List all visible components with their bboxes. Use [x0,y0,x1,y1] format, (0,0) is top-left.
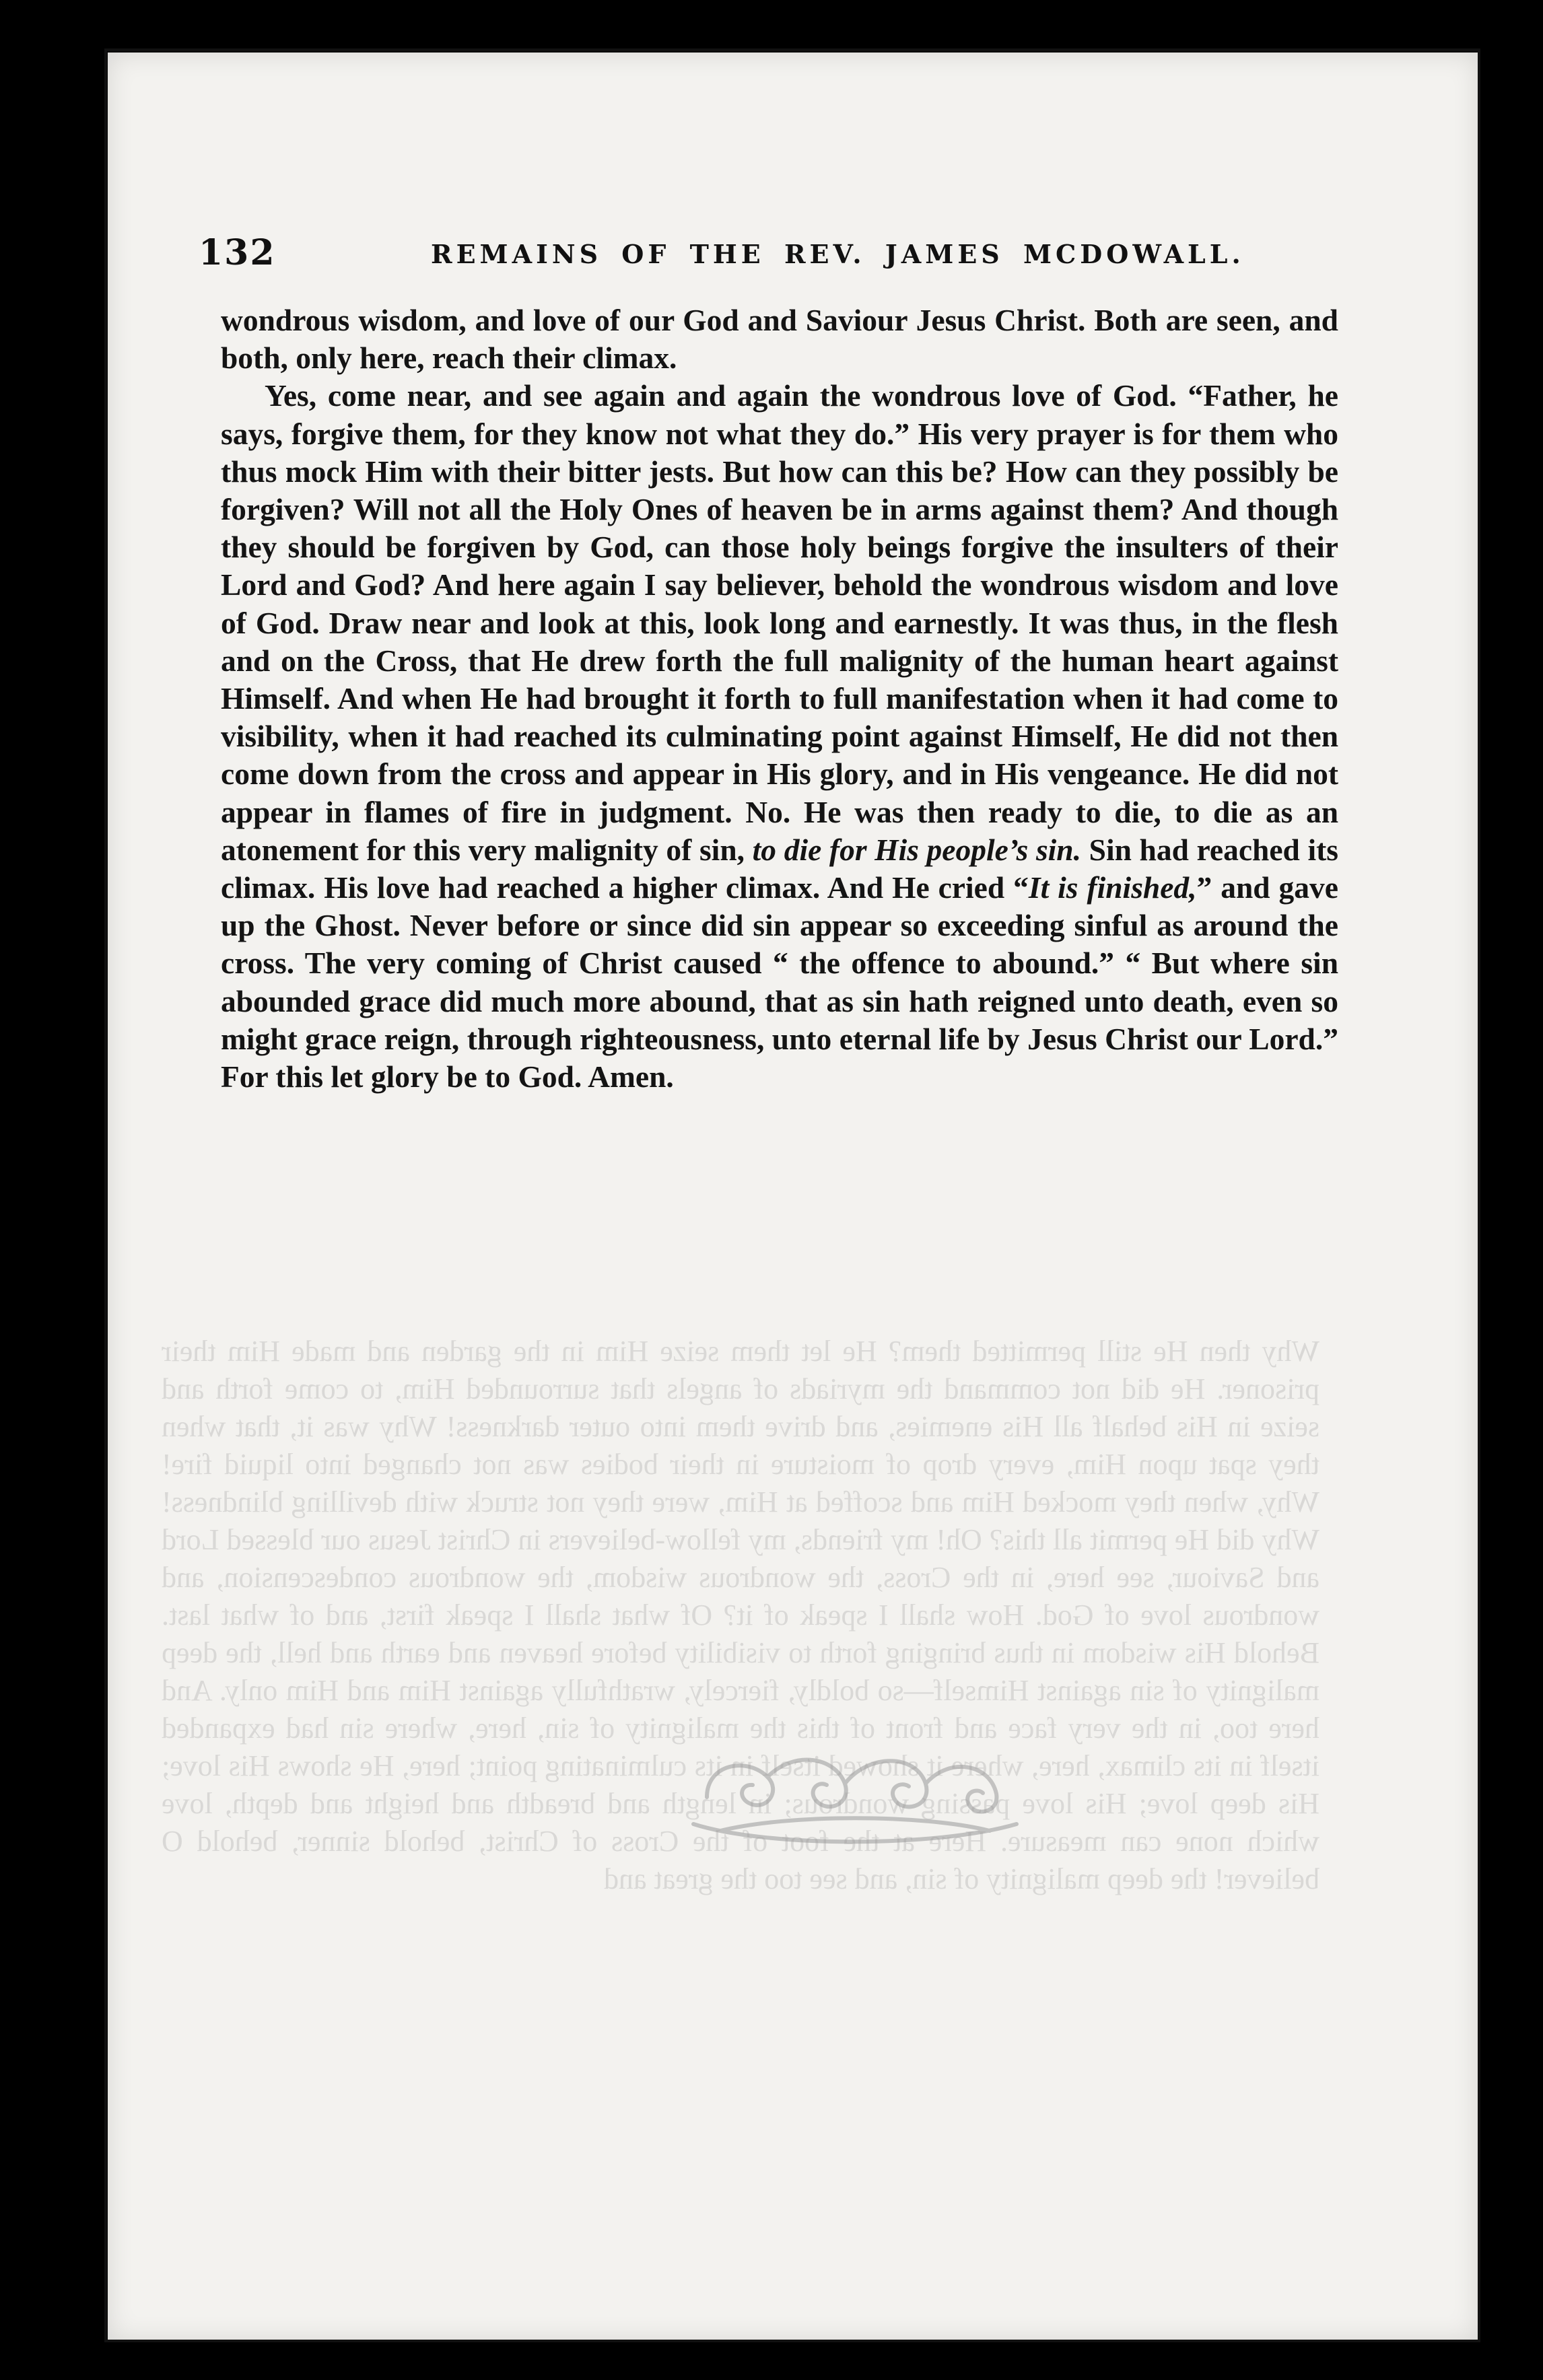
paragraph-2-text-c: ” and gave up the Ghost. Never before or since did sin appear so exceeding sinful as around the cross. The very coming of Christ caused “ the offence to abound.” “ But where sin abounded grace did much more abound, that as sin hath reigned unto death, even so might grace reign, through righteousness, unto eternal life by Jesus Christ our Lord.” For this let glory be to God. Amen. [221,870,1338,1094]
paragraph-2-text-a: Yes, come near, and see again and again the wondrous love of God. “Father, he says, forgive them, for they know not what they do.” His very prayer is for them who thus mock Him with their bitter jests. But how can this be? How can they possibly be forgiven? Will not all the Holy Ones of heaven be in arms against them? And though they should be forgiven by God, can those holy beings forgive the insulters of their Lord and God? And here again I say believer, behold the wondrous wisdom and love of God. Draw near and look at this, look long and earnestly. It was thus, in the flesh and on the Cross, that He drew forth the full malignity of the human heart against Himself. And when He had brought it forth to full manifestation when it had come to visibility, when it had reached its culminating point against Himself, He did not then come down from the cross and appear in His glory, and in His vengeance. He did not appear in flames of fire in judgment. No. He was then ready to die, to die as an atonement for this very malignity of sin, [221,378,1338,867]
paragraph-1 [221,302,1338,377]
paragraph-2 [221,377,1338,1096]
running-head [199,232,1424,286]
header-title: REMAINS OF THE REV. JAMES MCDOWALL. [431,239,1245,269]
flourish-ornament-icon [666,1723,1043,1858]
paragraph-1-text: wondrous wisdom, and love of our God and Saviour Jesus Christ. Both are seen, and both, only here, reach their climax. [221,303,1338,376]
bleed-through-text: Why then He still permitted them? He let them seize Him in the garden and made Him their prisoner. He did not command the myriads of angels that surrounded Him, to come forth and seize in His behalf all His enemies, and drive them into outer darkness! Why was it, that when they spat upon Him, every drop of moisture in their bodies was not changed into liquid fire! Why, when they mocked Him and scoffed at Him, were they not struck with devilling blindness! Why did He permit all this? Oh! my friends, my fellow-believers in Christ Jesus our blessed Lord and Saviour, see here, in the Cross, the wondrous wisdom, the wondrous condescension, and wondrous love of God. How shall I speak of it? Of what shall I speak first, and of what last. Behold His wisdom in thus bringing forth to visibility before heaven and earth and hell, the deep malignity of sin against Himself—so boldly, fiercely, wrathfully against Him and Him only. And here too, in the very face and front of this the malignity of sin, here, where sin had expanded itself in its climax, here, where it showed itself in its culminating point; here, He shows His love; His deep love; His love passing wondrous; in length and breadth and height and depth, love which none can measure. Here at the foot of the Cross of Christ, behold sinner, behold O believer! the deep malignity of sin, and see too the great and [162,1335,1319,1895]
italic-phrase-2: It is finished, [1028,870,1197,905]
page-number: 132 [199,232,276,273]
paragraph-2-text-b: Sin had reached its climax. His love had reached a higher climax. And He cried “ [221,832,1339,905]
italic-phrase-1: to die for His people’s sin. [752,832,1081,867]
body-text [221,302,1338,1096]
